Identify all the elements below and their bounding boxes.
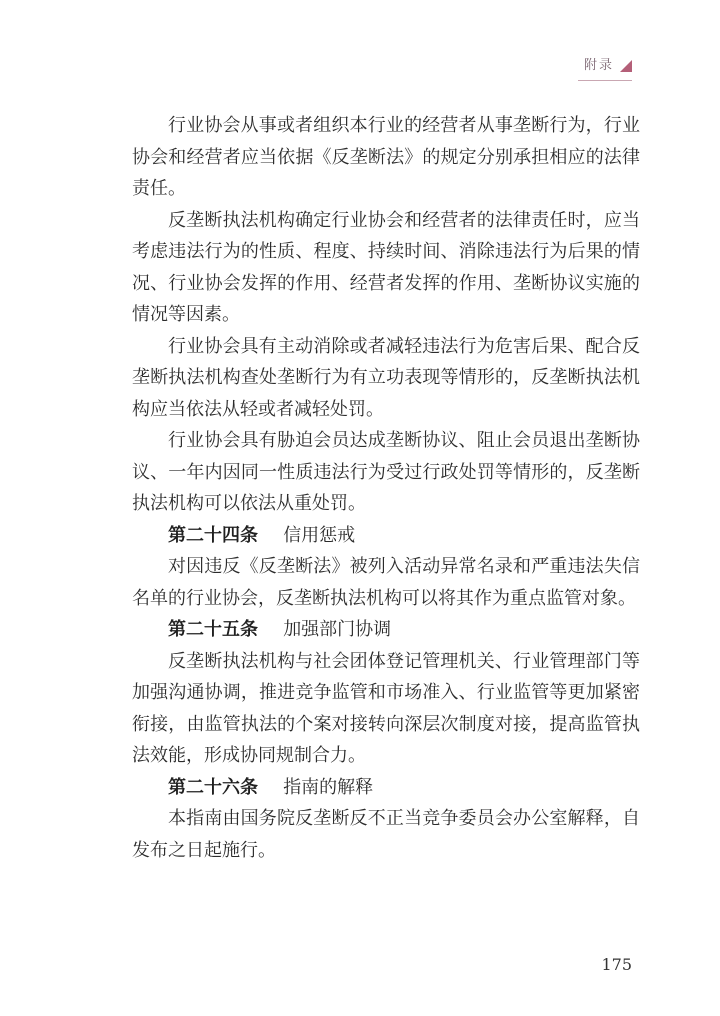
article-number: 第二十四条: [168, 524, 258, 546]
paragraph: 行业协会具有胁迫会员达成垄断协议、阻止会员退出垄断协议、一年内因同一性质违法行为受过行政处罚等情形的，反垄断执法机构可以依法从重处罚。: [132, 430, 640, 514]
page-number: 175: [601, 955, 632, 974]
header-label: 附录: [583, 58, 614, 73]
paragraph: 行业协会从事或者组织本行业的经营者从事垄断行为，行业协会和经营者应当依据《反垄断法》的规定分别承担相应的法律责任。: [132, 115, 640, 199]
article-heading-24: [132, 520, 640, 552]
article-number: 第二十五条: [168, 619, 258, 640]
article-heading-26: [132, 772, 640, 804]
article-body-24: 对因违反《反垄断法》被列入活动异常名录和严重违法失信名单的行业协会，反垄断执法机构可以将其作为重点监管对象。: [132, 556, 640, 609]
article-title: 信用惩戒: [283, 524, 356, 546]
article-title: 加强部门协调: [283, 619, 392, 640]
triangle-mark-icon: [620, 60, 632, 72]
article-title: 指南的解释: [283, 776, 374, 798]
running-header: [584, 54, 632, 73]
paragraph: 行业协会具有主动消除或者减轻违法行为危害后果、配合反垄断执法机构查处垄断行为有立功表现等情形的，反垄断执法机构应当依法从轻或者减轻处罚。: [132, 335, 640, 420]
header-rule: [578, 80, 632, 81]
article-body-26: 本指南由国务院反垄断反不正当竞争委员会办公室解释，自发布之日起施行。: [132, 808, 640, 861]
article-heading-25: [132, 614, 640, 646]
page-body: [132, 110, 640, 866]
article-body-25: 反垄断执法机构与社会团体登记管理机关、行业管理部门等加强沟通协调，推进竞争监管和市场准入、行业监管等更加紧密衔接，由监管执法的个案对接转向深层次制度对接，提高监管执法效能，形成协同规制合力。: [132, 650, 640, 766]
paragraph: 反垄断执法机构确定行业协会和经营者的法律责任时，应当考虑违法行为的性质、程度、持续时间、消除违法行为后果的情况、行业协会发挥的作用、经营者发挥的作用、垄断协议实施的情况等因素。: [132, 209, 640, 325]
article-number: 第二十六条: [168, 776, 258, 798]
